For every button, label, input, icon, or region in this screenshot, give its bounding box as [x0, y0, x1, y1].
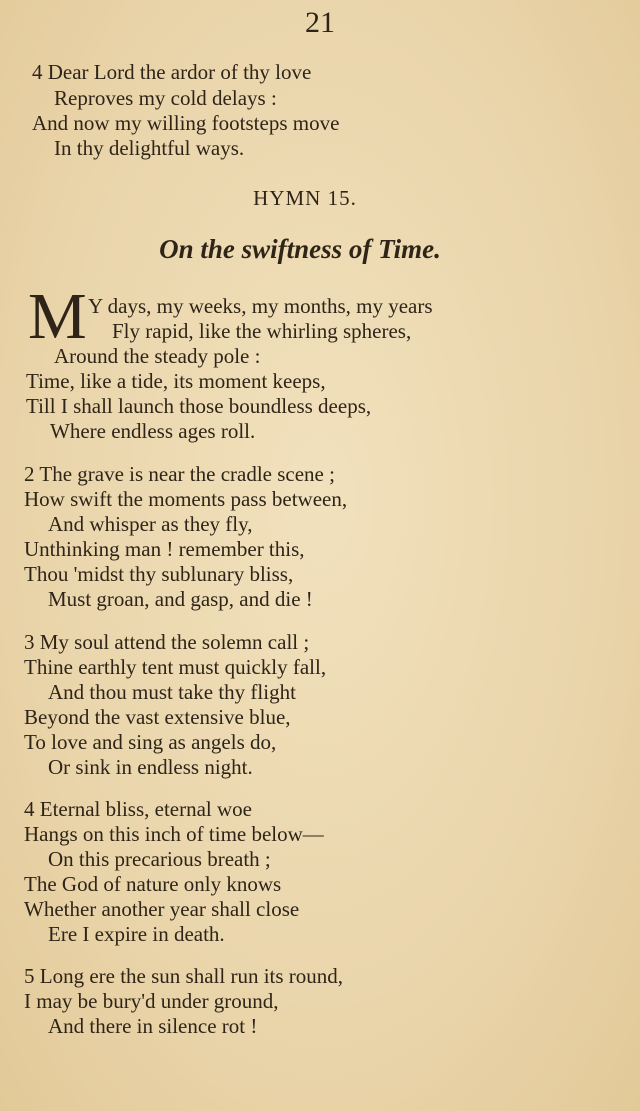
poem-line: In thy delightful ways. [54, 136, 245, 160]
drop-cap: M [28, 280, 87, 353]
poem-line: Thou 'midst thy sublunary bliss, [24, 562, 294, 586]
poem-line: To love and sing as angels do, [24, 730, 277, 754]
poem-line: Y days, my weeks, my months, my years [88, 294, 433, 318]
poem-line: How swift the moments pass between, [24, 487, 348, 511]
poem-line: The God of nature only knows [24, 872, 282, 896]
poem-line: Unthinking man ! remember this, [24, 537, 305, 561]
hymn-title: On the swiftness of Time. [159, 234, 441, 264]
poem-line: Beyond the vast extensive blue, [24, 705, 291, 729]
poem-line: Reproves my cold delays : [54, 86, 277, 110]
poem-line: Till I shall launch those boundless deeps, [26, 394, 372, 418]
poem-line: Around the steady pole : [54, 344, 261, 368]
page-number: 21 [305, 6, 335, 39]
poem-line: Ere I expire in death. [48, 922, 225, 946]
poem-line: 4 Eternal bliss, eternal woe [24, 797, 253, 821]
poem-line: On this precarious breath ; [48, 847, 271, 871]
poem-line: And whisper as they fly, [48, 512, 253, 536]
poem-line: Hangs on this inch of time below— [24, 822, 324, 846]
poem-line: Or sink in endless night. [48, 755, 253, 779]
poem-line: Must groan, and gasp, and die ! [48, 587, 313, 611]
poem-line: 2 The grave is near the cradle scene ; [24, 462, 335, 486]
poem-line: And there in silence rot ! [48, 1014, 258, 1038]
poem-line: Where endless ages roll. [50, 419, 256, 443]
poem-line: 4 Dear Lord the ardor of thy love [32, 60, 312, 84]
poem-line: I may be bury'd under ground, [24, 989, 279, 1013]
poem-line: 5 Long ere the sun shall run its round, [24, 964, 344, 988]
hymn-number: HYMN 15. [253, 186, 357, 210]
poem-line: And now my willing footsteps move [32, 111, 340, 135]
poem-line: Whether another year shall close [24, 897, 300, 921]
poem-line: And thou must take thy flight [48, 680, 296, 704]
poem-line: 3 My soul attend the solemn call ; [24, 630, 310, 654]
poem-line: Time, like a tide, its moment keeps, [26, 369, 326, 393]
poem-line: Thine earthly tent must quickly fall, [24, 655, 327, 679]
poem-line: Fly rapid, like the whirling spheres, [112, 319, 412, 343]
